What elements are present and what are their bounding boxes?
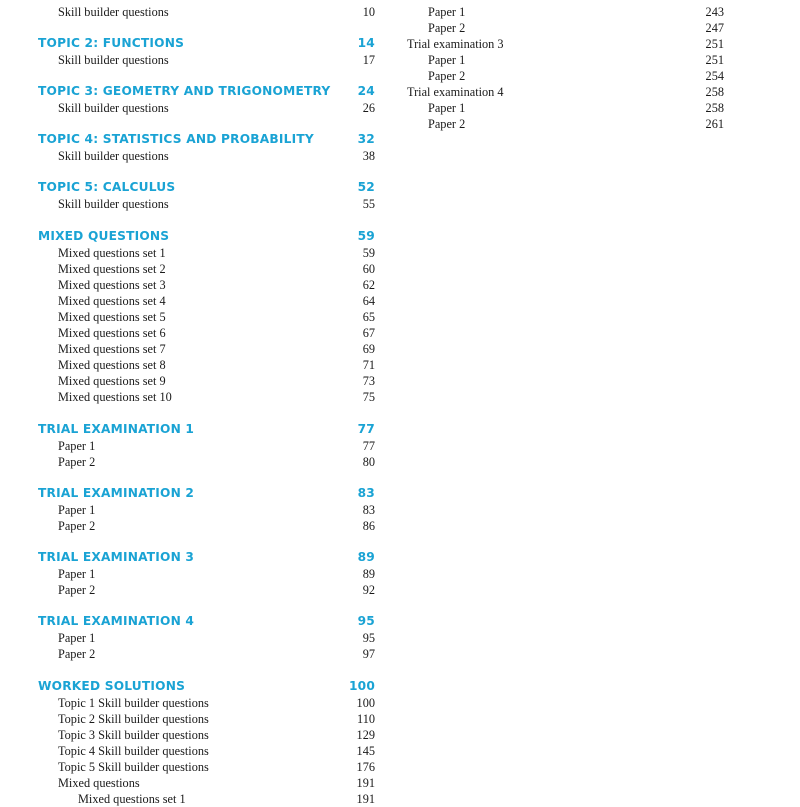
toc-entry-label: Skill builder questions [58,53,169,67]
toc-entry[interactable] [58,566,375,582]
toc-entry[interactable] [58,743,375,759]
toc-entry[interactable] [58,196,375,212]
toc-entry[interactable] [58,148,375,164]
toc-entry-label: Paper 2 [58,583,96,597]
toc-entry[interactable] [58,695,375,711]
toc-entry[interactable] [58,630,375,646]
toc-entry[interactable] [58,245,375,261]
toc-entry-page: 92 [362,583,375,597]
toc-entry-label: Skill builder questions [58,101,169,115]
toc-entry-page: 71 [362,358,375,372]
toc-entry-page: 64 [362,294,375,308]
toc-entry-page: 261 [705,117,724,131]
toc-entry-page: 247 [705,21,724,35]
section-heading-trial-examination-2[interactable] [38,485,375,501]
toc-entry-page: 77 [362,439,375,453]
section-heading-page: 89 [357,550,375,564]
toc-entry-label: Topic 5 Skill builder questions [58,760,209,774]
toc-entry-label: Mixed questions set 1 [58,246,166,260]
toc-entry-label: Paper 2 [428,117,466,131]
toc-entry-page: 191 [356,776,375,790]
toc-entry[interactable] [428,20,724,36]
section-heading-page: 59 [357,229,375,243]
toc-entry-label: Mixed questions set 10 [58,390,172,404]
toc-entry-label: Mixed questions set 5 [58,310,166,324]
section-heading-title: TOPIC 2: FUNCTIONS [38,36,185,50]
toc-entry-label: Paper 1 [428,53,466,67]
toc-entry-label: Skill builder questions [58,149,169,163]
section-heading-title: TRIAL EXAMINATION 3 [38,550,195,564]
toc-entry-page: 191 [356,792,375,806]
toc-entry[interactable] [428,100,724,116]
toc-entry-page: 97 [362,647,375,661]
toc-entry-page: 254 [705,69,724,83]
section-heading-page: 24 [357,84,375,98]
toc-entry[interactable] [407,84,724,100]
toc-entry-label: Skill builder questions [58,5,169,19]
toc-entry[interactable] [58,100,375,116]
section-heading-title: TOPIC 4: STATISTICS AND PROBABILITY [38,132,314,146]
section-heading-page: 14 [357,36,375,50]
toc-entry-label: Mixed questions [58,776,140,790]
toc-entry-page: 251 [705,37,724,51]
section-heading-page: 100 [348,679,375,693]
section-heading-title: TRIAL EXAMINATION 1 [38,422,195,436]
toc-entry-label: Paper 1 [58,439,96,453]
toc-entry[interactable] [407,36,724,52]
section-heading-mixed-questions[interactable] [38,228,375,244]
section-heading-trial-examination-4[interactable] [38,613,375,629]
toc-entry[interactable] [58,454,375,470]
toc-entry[interactable] [58,341,375,357]
toc-entry-label: Topic 1 Skill builder questions [58,696,209,710]
toc-entry-page: 176 [356,760,375,774]
section-heading-title: MIXED QUESTIONS [38,229,170,243]
toc-entry[interactable] [58,582,375,598]
toc-entry-page: 26 [362,101,375,115]
toc-entry[interactable] [58,646,375,662]
section-heading-page: 77 [357,422,375,436]
section-heading-title: TRIAL EXAMINATION 4 [38,614,195,628]
toc-entry-label: Mixed questions set 8 [58,358,166,372]
toc-entry-page: 10 [362,5,375,19]
toc-entry[interactable] [428,52,724,68]
toc-entry-label: Paper 2 [58,647,96,661]
toc-entry-page: 251 [705,53,724,67]
section-heading-title: TOPIC 3: GEOMETRY AND TRIGONOMETRY [38,84,331,98]
toc-entry-label: Mixed questions set 1 [78,792,186,806]
toc-entry-page: 38 [362,149,375,163]
toc-entry-label: Paper 1 [428,101,466,115]
toc-entry[interactable] [58,293,375,309]
section-heading-topic-2[interactable] [38,35,375,51]
toc-entry[interactable] [58,389,375,405]
toc-entry-label: Topic 2 Skill builder questions [58,712,209,726]
toc-entry-label: Mixed questions set 6 [58,326,166,340]
toc-entry-page: 86 [362,519,375,533]
toc-entry[interactable] [58,711,375,727]
section-heading-trial-examination-1[interactable] [38,421,375,437]
toc-entry[interactable] [58,4,375,20]
toc-entry[interactable] [428,116,724,132]
toc-entry-page: 258 [705,85,724,99]
toc-entry-page: 59 [362,246,375,260]
toc-entry[interactable] [58,357,375,373]
toc-entry[interactable] [58,261,375,277]
section-heading-page: 32 [357,132,375,146]
toc-entry-page: 83 [362,503,375,517]
section-heading-page: 95 [357,614,375,628]
toc-entry-label: Mixed questions set 9 [58,374,166,388]
toc-entry-label: Paper 2 [58,455,96,469]
toc-entry-label: Mixed questions set 3 [58,278,166,292]
toc-entry-page: 69 [362,342,375,356]
toc-entry-page: 55 [362,197,375,211]
toc-entry[interactable] [58,52,375,68]
toc-entry-page: 95 [362,631,375,645]
section-heading-topic-4[interactable] [38,131,375,147]
toc-entry-label: Paper 1 [428,5,466,19]
toc-entry-page: 73 [362,374,375,388]
toc-entry[interactable] [58,759,375,775]
toc-entry-label: Mixed questions set 4 [58,294,166,308]
toc-entry-label: Paper 1 [58,631,96,645]
toc-entry-label: Topic 3 Skill builder questions [58,728,209,742]
toc-entry-page: 67 [362,326,375,340]
toc-entry-label: Topic 4 Skill builder questions [58,744,209,758]
toc-entry-page: 145 [356,744,375,758]
toc-entry-page: 89 [362,567,375,581]
toc-entry-page: 80 [362,455,375,469]
toc-entry-label: Paper 2 [428,21,466,35]
section-heading-trial-examination-3[interactable] [38,549,375,565]
toc-entry[interactable] [58,727,375,743]
toc-entry[interactable] [78,791,375,807]
toc-entry-label: Mixed questions set 7 [58,342,166,356]
toc-entry-label: Paper 1 [58,503,96,517]
toc-entry-label: Skill builder questions [58,197,169,211]
toc-entry[interactable] [58,502,375,518]
section-heading-page: 83 [357,486,375,500]
toc-entry-page: 62 [362,278,375,292]
toc-entry-label: Mixed questions set 2 [58,262,166,276]
toc-entry[interactable] [58,373,375,389]
toc-entry-label: Paper 1 [58,567,96,581]
toc-entry[interactable] [58,325,375,341]
toc-entry-page: 60 [362,262,375,276]
toc-entry-page: 129 [356,728,375,742]
section-heading-page: 52 [357,180,375,194]
toc-entry-label: Paper 2 [428,69,466,83]
toc-entry-label: Trial examination 3 [407,37,504,51]
toc-entry[interactable] [58,277,375,293]
toc-entry[interactable] [58,775,375,791]
section-heading-topic-3[interactable] [38,83,375,99]
section-heading-title: TOPIC 5: CALCULUS [38,180,176,194]
toc-entry-label: Trial examination 4 [407,85,504,99]
toc-entry-page: 243 [705,5,724,19]
toc-entry-page: 65 [362,310,375,324]
toc-entry-page: 75 [362,390,375,404]
toc-entry[interactable] [58,309,375,325]
section-heading-topic-5[interactable] [38,179,375,195]
toc-entry-page: 100 [356,696,375,710]
toc-entry[interactable] [428,4,724,20]
section-heading-title: TRIAL EXAMINATION 2 [38,486,195,500]
toc-entry[interactable] [428,68,724,84]
toc-entry-page: 110 [357,712,375,726]
toc-entry[interactable] [58,438,375,454]
toc-entry[interactable] [58,518,375,534]
toc-entry-page: 258 [705,101,724,115]
toc-entry-page: 17 [362,53,375,67]
section-heading-worked-solutions[interactable] [38,678,375,694]
toc-entry-label: Paper 2 [58,519,96,533]
section-heading-title: WORKED SOLUTIONS [38,679,186,693]
